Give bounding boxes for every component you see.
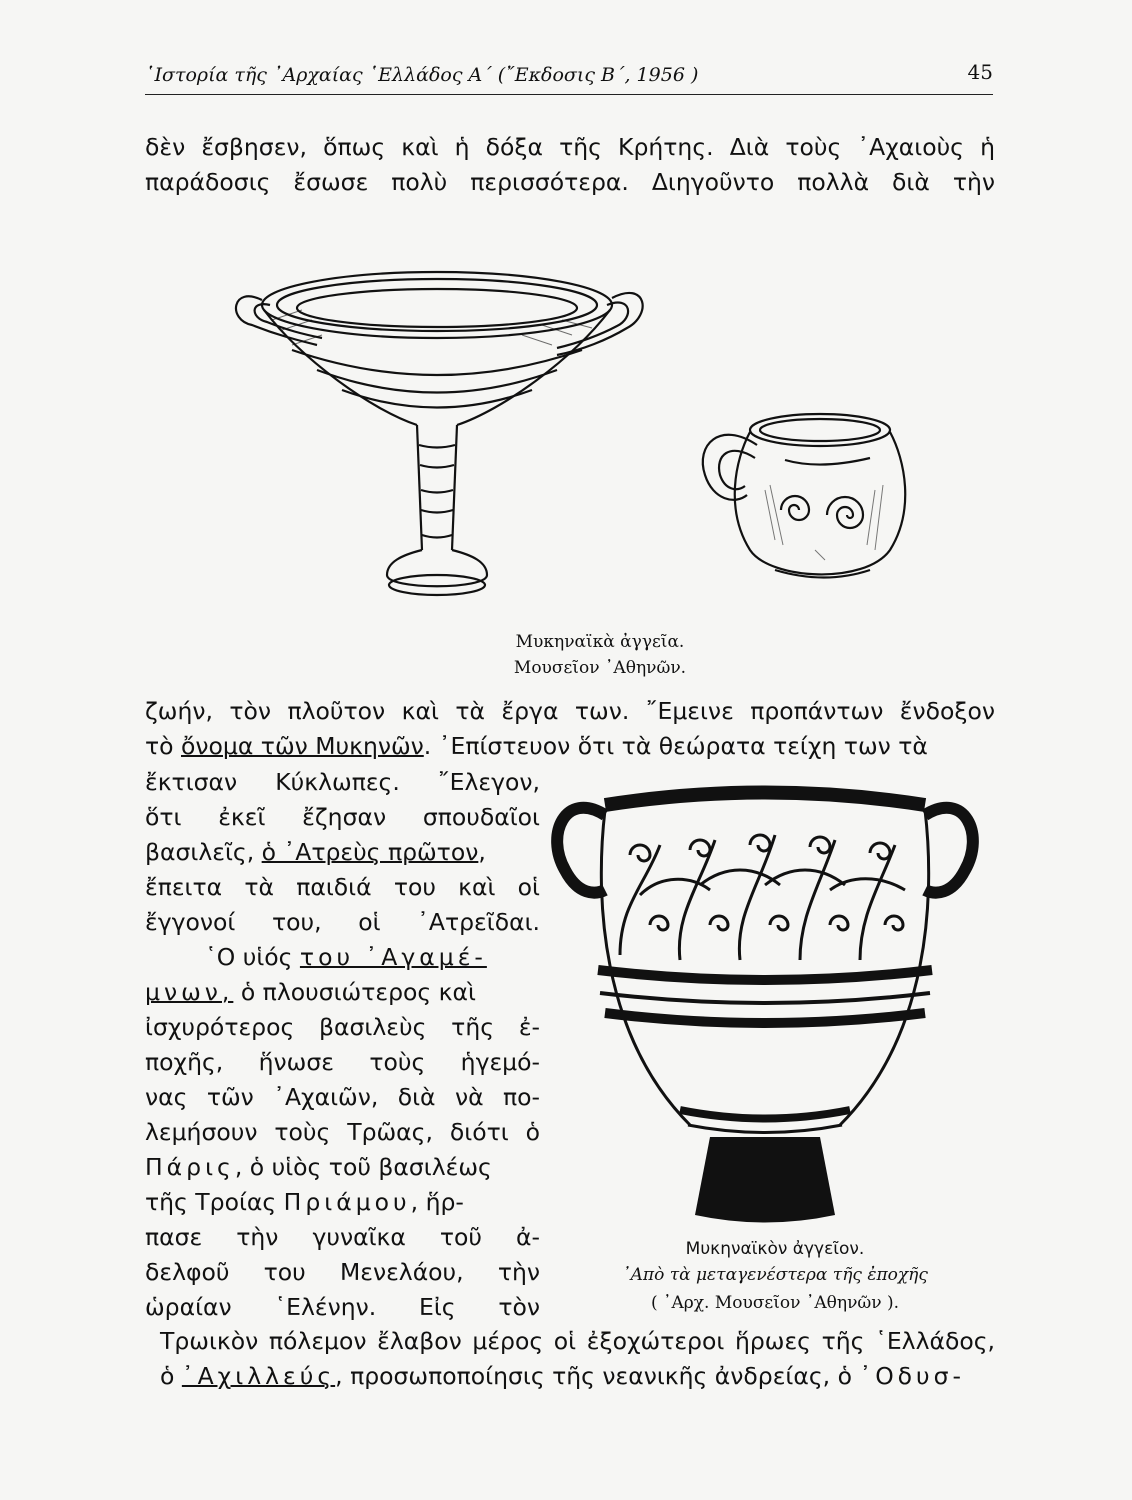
text-run: . ᾿Επίστευον ὅτι τὰ θεώρατα τείχη των τὰ bbox=[423, 732, 928, 760]
middle-paragraph-line-2 bbox=[145, 730, 995, 763]
left-line-15: δελφοῦ του Μενελάου, τὴν bbox=[145, 1258, 540, 1286]
mycenaean-jug-drawing bbox=[695, 400, 915, 590]
left-line-16: ὡραίαν ῾Ελένην. Εἰς τὸν bbox=[145, 1293, 540, 1321]
text-run: , ἥρ- bbox=[410, 1188, 464, 1216]
underlined-spaced-name: ᾿Αχιλλεύς bbox=[181, 1362, 336, 1390]
mycenaean-krater-drawing bbox=[550, 775, 980, 1235]
underlined-spaced-name: μνων, bbox=[145, 978, 234, 1006]
figure2-caption-line-3: ( ᾿Αρχ. Μουσεῖον ᾿Αθηνῶν ). bbox=[650, 1293, 900, 1313]
text-run: ῾Ο υἱός bbox=[205, 943, 300, 971]
text-run: ὁ πλουσιώτερος καὶ bbox=[233, 978, 476, 1006]
left-line-1: ἔκτισαν Κύκλωπες. ῎Ελεγον, bbox=[145, 768, 540, 796]
underlined-text: ὄνομα τῶν Μυκηνῶν bbox=[181, 732, 424, 760]
middle-paragraph-line-1: ζωήν, τὸν πλοῦτον καὶ τὰ ἔργα των. ῎Εμεινε προπάντων ἔνδοξον bbox=[145, 697, 995, 725]
top-paragraph-line-2: παράδοσις ἔσωσε πολὺ περισσότερα. Διηγοῦντο πολλὰ διὰ τὴν bbox=[145, 168, 995, 196]
spaced-name: Πριάμου bbox=[283, 1188, 411, 1216]
bottom-paragraph-line-1: Τρωικὸν πόλεμον ἔλαβον μέρος οἱ ἐξοχώτεροι ἥρωες τῆς ῾Ελλάδος, bbox=[160, 1327, 995, 1355]
text-run: τὸ bbox=[145, 732, 181, 760]
left-line-2: ὅτι ἐκεῖ ἔζησαν σπουδαῖοι bbox=[145, 803, 540, 831]
left-line-3 bbox=[145, 836, 540, 869]
top-paragraph-line-1: δὲν ἔσβησεν, ὅπως καὶ ἡ δόξα τῆς Κρήτης. Διὰ τοὺς ᾿Αχαιοὺς ἡ bbox=[145, 133, 995, 161]
figure1-caption-line-2: Μουσεῖον ᾿Αθηνῶν. bbox=[513, 658, 687, 678]
left-line-11: λεμήσουν τοὺς Τρῶας, διότι ὁ bbox=[145, 1118, 540, 1146]
text-run: βασιλεῖς, bbox=[145, 838, 262, 866]
text-run: , προσωποποίησις τῆς νεανικῆς ἀνδρείας, ὁ bbox=[335, 1362, 860, 1390]
left-line-9: ποχῆς, ἥνωσε τοὺς ἡγεμό- bbox=[145, 1048, 540, 1076]
left-line-13 bbox=[145, 1186, 540, 1219]
underlined-text: ὁ ᾿Ατρεὺς πρῶτον bbox=[261, 838, 479, 866]
left-line-4: ἔπειτα τὰ παιδιά του καὶ οἱ bbox=[145, 873, 540, 901]
left-line-6 bbox=[205, 941, 540, 974]
running-header bbox=[145, 60, 993, 95]
text-run: τῆς Τροίας bbox=[145, 1188, 284, 1216]
left-line-8: ἰσχυρότερος βασιλεὺς τῆς ἐ- bbox=[145, 1013, 540, 1041]
text-run: ὁ bbox=[160, 1362, 182, 1390]
figure1-caption-line-1: Μυκηναϊκὰ ἀγγεῖα. bbox=[515, 632, 685, 652]
spaced-name: Πάρις bbox=[145, 1153, 235, 1181]
left-line-10: νας τῶν ᾿Αχαιῶν, διὰ νὰ πο- bbox=[145, 1083, 540, 1111]
left-line-7 bbox=[145, 976, 540, 1009]
mycenaean-kylix-drawing bbox=[222, 250, 662, 610]
figure2-caption-line-1: Μυκηναϊκὸν ἀγγεῖον. bbox=[685, 1239, 865, 1259]
left-line-5: ἔγγονοί του, οἱ ᾿Ατρεῖδαι. bbox=[145, 908, 540, 936]
text-run: , ὁ υἱὸς τοῦ βασιλέως bbox=[234, 1153, 492, 1181]
underlined-spaced-name: του ᾿Αγαμέ- bbox=[299, 943, 487, 971]
page-number: 45 bbox=[967, 60, 993, 84]
left-line-12 bbox=[145, 1151, 540, 1184]
bottom-paragraph-line-2 bbox=[160, 1360, 995, 1393]
running-title: ῾Ιστορία τῆς ᾿Αρχαίας ῾Ελλάδος Α΄ (῎Εκδοσις Β΄, 1956 ) bbox=[145, 64, 699, 86]
figure2-caption-line-2: ᾿Απὸ τὰ μεταγενέστερα τῆς ἐποχῆς bbox=[622, 1265, 928, 1285]
text-run: , bbox=[478, 838, 486, 866]
left-line-14: πασε τὴν γυναῖκα τοῦ ἀ- bbox=[145, 1223, 540, 1251]
spaced-name: ᾿Οδυσ- bbox=[859, 1362, 966, 1390]
